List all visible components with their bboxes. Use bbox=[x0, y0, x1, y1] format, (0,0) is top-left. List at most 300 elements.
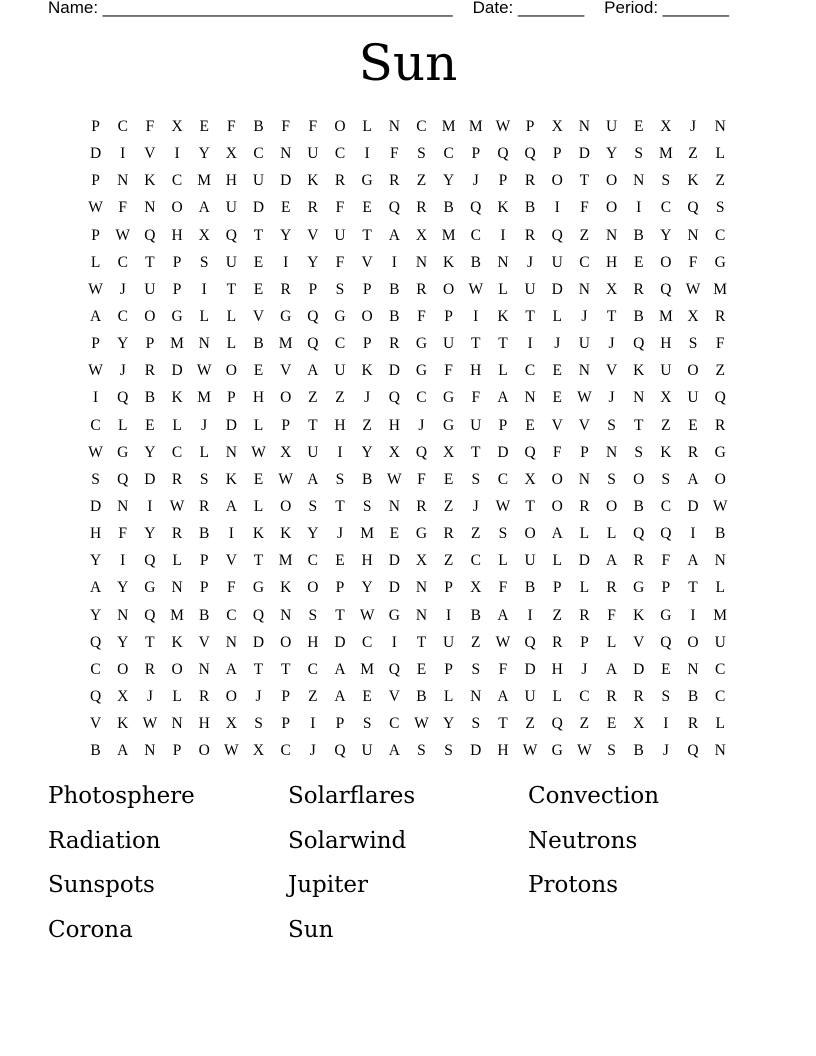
grid-letter[interactable]: P bbox=[172, 280, 182, 298]
grid-letter[interactable]: P bbox=[172, 253, 182, 271]
grid-letter[interactable]: B bbox=[199, 525, 210, 543]
grid-letter[interactable]: B bbox=[687, 688, 699, 706]
grid-letter[interactable]: M bbox=[197, 389, 212, 407]
grid-letter[interactable]: F bbox=[498, 660, 508, 678]
grid-letter[interactable]: O bbox=[660, 253, 672, 271]
grid-letter[interactable]: I bbox=[690, 606, 696, 624]
grid-letter[interactable]: G bbox=[660, 606, 672, 624]
grid-letter[interactable]: S bbox=[254, 715, 263, 733]
grid-letter[interactable]: S bbox=[362, 498, 372, 516]
grid-letter[interactable]: Q bbox=[415, 443, 428, 461]
grid-letter[interactable]: K bbox=[171, 633, 183, 651]
grid-letter[interactable]: Z bbox=[661, 416, 671, 434]
grid-letter[interactable]: P bbox=[91, 172, 100, 190]
grid-letter[interactable]: J bbox=[364, 389, 371, 407]
grid-letter[interactable]: B bbox=[443, 199, 454, 217]
grid-letter[interactable]: P bbox=[498, 416, 508, 434]
grid-letter[interactable]: Y bbox=[89, 606, 102, 624]
grid-letter[interactable]: M bbox=[278, 552, 293, 570]
grid-letter[interactable]: Q bbox=[551, 715, 563, 733]
grid-letter[interactable]: S bbox=[417, 145, 426, 163]
grid-letter[interactable]: Z bbox=[308, 688, 318, 706]
grid-letter[interactable]: L bbox=[606, 525, 617, 543]
grid-letter[interactable]: P bbox=[91, 335, 100, 353]
grid-letter[interactable]: A bbox=[497, 389, 509, 407]
grid-letter[interactable]: I bbox=[310, 715, 316, 733]
grid-letter[interactable]: V bbox=[252, 308, 265, 326]
grid-letter[interactable]: I bbox=[364, 145, 370, 163]
grid-letter[interactable]: O bbox=[687, 633, 699, 651]
grid-letter[interactable]: C bbox=[361, 633, 373, 651]
grid-letter[interactable]: L bbox=[253, 498, 264, 516]
grid-letter[interactable]: O bbox=[714, 470, 726, 488]
grid-letter[interactable]: G bbox=[334, 308, 346, 326]
grid-letter[interactable]: E bbox=[633, 118, 644, 136]
grid-letter[interactable]: Y bbox=[660, 226, 672, 244]
grid-letter[interactable]: C bbox=[579, 253, 590, 271]
grid-letter[interactable]: N bbox=[280, 606, 292, 624]
grid-letter[interactable]: C bbox=[117, 118, 128, 136]
grid-letter[interactable]: Q bbox=[89, 633, 102, 651]
grid-letter[interactable]: F bbox=[145, 118, 155, 136]
grid-letter[interactable]: L bbox=[579, 525, 590, 543]
grid-letter[interactable]: L bbox=[253, 416, 264, 434]
grid-letter[interactable]: A bbox=[605, 552, 618, 570]
grid-letter[interactable]: J bbox=[554, 335, 561, 353]
grid-letter[interactable]: E bbox=[552, 362, 562, 380]
grid-letter[interactable]: C bbox=[171, 172, 183, 190]
grid-letter[interactable]: X bbox=[687, 308, 699, 326]
grid-letter[interactable]: W bbox=[251, 443, 266, 461]
grid-letter[interactable]: O bbox=[225, 688, 237, 706]
grid-letter[interactable]: J bbox=[119, 362, 126, 380]
grid-letter[interactable]: M bbox=[658, 145, 673, 163]
grid-letter[interactable]: R bbox=[606, 579, 617, 597]
grid-letter[interactable]: R bbox=[334, 172, 346, 190]
grid-letter[interactable]: X bbox=[388, 443, 400, 461]
grid-letter[interactable]: D bbox=[280, 172, 292, 190]
grid-letter[interactable]: W bbox=[386, 470, 402, 488]
grid-letter[interactable]: B bbox=[199, 606, 210, 624]
grid-letter[interactable]: I bbox=[391, 253, 397, 271]
grid-letter[interactable]: E bbox=[525, 416, 535, 434]
grid-letter[interactable]: R bbox=[171, 470, 183, 488]
grid-letter[interactable]: E bbox=[606, 715, 617, 733]
grid-letter[interactable]: R bbox=[171, 525, 183, 543]
grid-letter[interactable]: M bbox=[441, 226, 456, 244]
grid-letter[interactable]: P bbox=[362, 335, 372, 353]
grid-letter[interactable]: I bbox=[201, 280, 207, 298]
grid-letter[interactable]: E bbox=[253, 470, 264, 488]
grid-letter[interactable]: N bbox=[578, 280, 590, 298]
grid-letter[interactable]: G bbox=[361, 172, 373, 190]
grid-letter[interactable]: Q bbox=[470, 199, 482, 217]
grid-letter[interactable]: K bbox=[225, 470, 237, 488]
grid-letter[interactable]: A bbox=[551, 525, 563, 543]
grid-letter[interactable]: U bbox=[551, 253, 563, 271]
grid-letter[interactable]: N bbox=[687, 226, 699, 244]
grid-letter[interactable]: B bbox=[253, 335, 264, 353]
grid-letter[interactable]: I bbox=[446, 606, 452, 624]
grid-letter[interactable]: W bbox=[224, 742, 239, 760]
grid-letter[interactable]: E bbox=[362, 199, 372, 217]
grid-letter[interactable]: X bbox=[660, 389, 672, 407]
grid-letter[interactable]: E bbox=[280, 199, 291, 217]
grid-letter[interactable]: K bbox=[497, 308, 509, 326]
grid-letter[interactable]: J bbox=[418, 416, 425, 434]
grid-letter[interactable]: T bbox=[525, 308, 535, 326]
grid-letter[interactable]: Q bbox=[660, 280, 672, 298]
grid-letter[interactable]: E bbox=[335, 552, 345, 570]
grid-letter[interactable]: Y bbox=[280, 226, 292, 244]
grid-letter[interactable]: C bbox=[660, 498, 672, 516]
grid-letter[interactable]: C bbox=[171, 443, 183, 461]
grid-letter[interactable]: T bbox=[498, 335, 508, 353]
grid-letter[interactable]: L bbox=[90, 253, 101, 271]
grid-letter[interactable]: B bbox=[253, 118, 264, 136]
grid-letter[interactable]: X bbox=[415, 552, 428, 570]
grid-letter[interactable]: L bbox=[172, 688, 182, 706]
grid-letter[interactable]: W bbox=[278, 470, 293, 488]
grid-letter[interactable]: A bbox=[388, 742, 400, 760]
grid-letter[interactable]: K bbox=[280, 525, 292, 543]
grid-letter[interactable]: D bbox=[633, 660, 645, 678]
grid-letter[interactable]: Y bbox=[443, 715, 455, 733]
grid-letter[interactable]: V bbox=[307, 226, 319, 244]
grid-letter[interactable]: I bbox=[120, 145, 126, 163]
grid-letter[interactable]: G bbox=[714, 443, 726, 461]
grid-letter[interactable]: Y bbox=[89, 552, 102, 570]
grid-letter[interactable]: U bbox=[225, 253, 237, 271]
grid-letter[interactable]: G bbox=[443, 416, 455, 434]
grid-letter[interactable]: G bbox=[252, 579, 265, 597]
grid-letter[interactable]: L bbox=[199, 308, 209, 326]
grid-letter[interactable]: J bbox=[472, 172, 479, 190]
grid-letter[interactable]: O bbox=[524, 525, 536, 543]
grid-letter[interactable]: K bbox=[443, 253, 455, 271]
grid-letter[interactable]: F bbox=[607, 606, 616, 624]
grid-letter[interactable]: A bbox=[334, 660, 346, 678]
grid-letter[interactable]: O bbox=[117, 660, 129, 678]
grid-letter[interactable]: O bbox=[280, 498, 292, 516]
grid-letter[interactable]: O bbox=[687, 362, 699, 380]
grid-letter[interactable]: D bbox=[524, 660, 536, 678]
grid-letter[interactable]: U bbox=[524, 280, 536, 298]
grid-letter[interactable]: E bbox=[552, 389, 562, 407]
grid-letter[interactable]: T bbox=[145, 633, 155, 651]
grid-letter[interactable]: P bbox=[335, 579, 345, 597]
grid-letter[interactable]: Y bbox=[361, 579, 373, 597]
grid-letter[interactable]: N bbox=[225, 633, 237, 651]
grid-letter[interactable]: O bbox=[361, 308, 373, 326]
grid-letter[interactable]: F bbox=[444, 362, 453, 380]
grid-letter[interactable]: R bbox=[633, 552, 644, 570]
grid-letter[interactable]: T bbox=[579, 172, 590, 190]
grid-letter[interactable]: W bbox=[468, 280, 484, 298]
grid-letter[interactable]: V bbox=[144, 145, 156, 163]
grid-letter[interactable]: O bbox=[144, 308, 156, 326]
grid-letter[interactable]: N bbox=[605, 443, 618, 461]
grid-letter[interactable]: I bbox=[527, 335, 533, 353]
grid-letter[interactable]: T bbox=[145, 253, 155, 271]
grid-letter[interactable]: E bbox=[362, 688, 372, 706]
grid-letter[interactable]: D bbox=[89, 145, 102, 163]
grid-letter[interactable]: V bbox=[198, 633, 210, 651]
grid-letter[interactable]: K bbox=[144, 172, 156, 190]
grid-letter[interactable]: Q bbox=[687, 742, 699, 760]
grid-letter[interactable]: Q bbox=[117, 470, 129, 488]
grid-letter[interactable]: Q bbox=[714, 389, 726, 407]
grid-letter[interactable]: P bbox=[444, 660, 453, 678]
grid-letter[interactable]: E bbox=[145, 416, 155, 434]
date-field[interactable]: Date: _______ bbox=[472, 0, 585, 17]
grid-letter[interactable]: C bbox=[334, 145, 346, 163]
grid-letter[interactable]: K bbox=[280, 579, 292, 597]
grid-letter[interactable]: T bbox=[362, 226, 372, 244]
grid-letter[interactable]: A bbox=[225, 660, 237, 678]
grid-letter[interactable]: E bbox=[443, 470, 454, 488]
grid-letter[interactable]: R bbox=[389, 172, 400, 190]
grid-letter[interactable]: D bbox=[225, 416, 237, 434]
grid-letter[interactable]: N bbox=[633, 172, 645, 190]
grid-letter[interactable]: M bbox=[468, 118, 483, 136]
grid-letter[interactable]: L bbox=[715, 579, 725, 597]
grid-letter[interactable]: Y bbox=[307, 253, 319, 271]
grid-letter[interactable]: P bbox=[580, 443, 589, 461]
grid-letter[interactable]: K bbox=[687, 172, 699, 190]
grid-letter[interactable]: W bbox=[169, 498, 185, 516]
grid-letter[interactable]: B bbox=[715, 525, 726, 543]
grid-letter[interactable]: U bbox=[443, 335, 455, 353]
grid-letter[interactable]: N bbox=[415, 579, 428, 597]
grid-letter[interactable]: J bbox=[689, 118, 697, 136]
grid-letter[interactable]: W bbox=[577, 389, 592, 407]
grid-letter[interactable]: O bbox=[605, 199, 618, 217]
grid-letter[interactable]: S bbox=[634, 145, 644, 163]
grid-letter[interactable]: M bbox=[360, 660, 375, 678]
grid-letter[interactable]: C bbox=[470, 552, 481, 570]
grid-letter[interactable]: F bbox=[498, 579, 508, 597]
grid-letter[interactable]: B bbox=[524, 199, 536, 217]
name-field[interactable]: Name: _____________________________________ bbox=[48, 0, 453, 17]
grid-letter[interactable]: K bbox=[497, 199, 509, 217]
grid-letter[interactable]: E bbox=[661, 660, 671, 678]
grid-letter[interactable]: U bbox=[252, 172, 265, 190]
grid-letter[interactable]: J bbox=[581, 308, 588, 326]
grid-letter[interactable]: F bbox=[118, 199, 128, 217]
grid-letter[interactable]: L bbox=[498, 552, 508, 570]
grid-letter[interactable]: H bbox=[551, 660, 563, 678]
grid-letter[interactable]: D bbox=[252, 199, 265, 217]
grid-letter[interactable]: S bbox=[688, 335, 698, 353]
grid-letter[interactable]: H bbox=[361, 552, 373, 570]
grid-letter[interactable]: Y bbox=[443, 172, 455, 190]
grid-letter[interactable]: R bbox=[524, 172, 536, 190]
grid-letter[interactable]: A bbox=[307, 362, 319, 380]
grid-letter[interactable]: Q bbox=[633, 335, 645, 353]
grid-letter[interactable]: W bbox=[495, 498, 511, 516]
grid-letter[interactable]: X bbox=[225, 715, 237, 733]
grid-letter[interactable]: S bbox=[362, 715, 372, 733]
grid-letter[interactable]: I bbox=[228, 525, 234, 543]
grid-letter[interactable]: C bbox=[416, 389, 427, 407]
grid-letter[interactable]: S bbox=[444, 742, 453, 760]
grid-letter[interactable]: Q bbox=[388, 660, 400, 678]
grid-letter[interactable]: T bbox=[688, 579, 698, 597]
grid-letter[interactable]: F bbox=[227, 118, 236, 136]
grid-letter[interactable]: G bbox=[171, 308, 183, 326]
grid-letter[interactable]: P bbox=[471, 145, 481, 163]
grid-letter[interactable]: O bbox=[605, 498, 618, 516]
grid-letter[interactable]: W bbox=[88, 443, 103, 461]
grid-letter[interactable]: K bbox=[660, 443, 672, 461]
grid-letter[interactable]: H bbox=[470, 362, 482, 380]
grid-letter[interactable]: H bbox=[89, 525, 102, 543]
grid-letter[interactable]: Z bbox=[688, 145, 698, 163]
grid-letter[interactable]: R bbox=[524, 226, 536, 244]
grid-letter[interactable]: T bbox=[416, 633, 427, 651]
grid-letter[interactable]: N bbox=[117, 498, 129, 516]
grid-letter[interactable]: G bbox=[443, 389, 455, 407]
grid-letter[interactable]: P bbox=[362, 280, 372, 298]
grid-letter[interactable]: O bbox=[443, 280, 455, 298]
grid-letter[interactable]: C bbox=[389, 715, 400, 733]
grid-letter[interactable]: F bbox=[335, 199, 345, 217]
grid-letter[interactable]: S bbox=[471, 470, 481, 488]
grid-letter[interactable]: R bbox=[144, 362, 156, 380]
grid-letter[interactable]: P bbox=[281, 416, 290, 434]
grid-letter[interactable]: O bbox=[171, 199, 183, 217]
grid-letter[interactable]: Y bbox=[117, 633, 129, 651]
grid-letter[interactable]: D bbox=[388, 552, 400, 570]
grid-letter[interactable]: S bbox=[199, 470, 209, 488]
grid-letter[interactable]: O bbox=[633, 470, 645, 488]
grid-letter[interactable]: R bbox=[633, 280, 644, 298]
grid-letter[interactable]: J bbox=[255, 688, 262, 706]
grid-letter[interactable]: F bbox=[417, 470, 426, 488]
grid-letter[interactable]: C bbox=[334, 335, 346, 353]
grid-letter[interactable]: R bbox=[606, 688, 617, 706]
grid-letter[interactable]: W bbox=[414, 715, 429, 733]
grid-letter[interactable]: C bbox=[497, 470, 509, 488]
grid-letter[interactable]: Q bbox=[388, 389, 400, 407]
grid-letter[interactable]: T bbox=[335, 606, 345, 624]
grid-letter[interactable]: E bbox=[688, 416, 698, 434]
grid-letter[interactable]: N bbox=[633, 389, 645, 407]
grid-letter[interactable]: I bbox=[174, 145, 180, 163]
grid-letter[interactable]: F bbox=[580, 199, 589, 217]
grid-letter[interactable]: P bbox=[172, 742, 182, 760]
grid-letter[interactable]: V bbox=[578, 416, 590, 434]
grid-letter[interactable]: N bbox=[578, 470, 590, 488]
grid-letter[interactable]: H bbox=[252, 389, 265, 407]
grid-letter[interactable]: Q bbox=[388, 199, 400, 217]
grid-letter[interactable]: A bbox=[334, 688, 346, 706]
grid-letter[interactable]: U bbox=[524, 552, 536, 570]
grid-letter[interactable]: T bbox=[498, 715, 508, 733]
grid-letter[interactable]: D bbox=[687, 498, 699, 516]
grid-letter[interactable]: N bbox=[524, 389, 536, 407]
grid-letter[interactable]: W bbox=[359, 606, 375, 624]
grid-letter[interactable]: M bbox=[360, 525, 375, 543]
grid-letter[interactable]: C bbox=[226, 606, 237, 624]
grid-letter[interactable]: E bbox=[416, 660, 427, 678]
grid-letter[interactable]: O bbox=[551, 470, 563, 488]
grid-letter[interactable]: J bbox=[309, 742, 316, 760]
grid-letter[interactable]: T bbox=[308, 416, 318, 434]
grid-letter[interactable]: Z bbox=[471, 525, 481, 543]
grid-letter[interactable]: H bbox=[225, 172, 237, 190]
grid-letter[interactable]: O bbox=[280, 389, 292, 407]
grid-letter[interactable]: N bbox=[497, 253, 509, 271]
grid-letter[interactable]: C bbox=[524, 362, 536, 380]
grid-letter[interactable]: G bbox=[415, 362, 428, 380]
grid-letter[interactable]: I bbox=[636, 199, 642, 217]
grid-letter[interactable]: M bbox=[713, 606, 728, 624]
grid-letter[interactable]: T bbox=[253, 226, 264, 244]
grid-letter[interactable]: X bbox=[171, 118, 183, 136]
grid-letter[interactable]: X bbox=[198, 226, 210, 244]
grid-letter[interactable]: W bbox=[196, 362, 212, 380]
grid-letter[interactable]: S bbox=[607, 742, 616, 760]
grid-letter[interactable]: C bbox=[117, 308, 128, 326]
grid-letter[interactable]: M bbox=[170, 606, 184, 624]
grid-letter[interactable]: K bbox=[633, 362, 645, 380]
grid-letter[interactable]: N bbox=[171, 715, 183, 733]
grid-letter[interactable]: X bbox=[551, 118, 563, 136]
grid-letter[interactable]: Q bbox=[89, 688, 102, 706]
grid-letter[interactable]: E bbox=[253, 253, 264, 271]
grid-letter[interactable]: L bbox=[226, 335, 237, 353]
grid-letter[interactable]: L bbox=[199, 443, 209, 461]
grid-letter[interactable]: T bbox=[606, 308, 617, 326]
grid-letter[interactable]: M bbox=[197, 172, 212, 190]
grid-letter[interactable]: Q bbox=[307, 308, 319, 326]
grid-letter[interactable]: S bbox=[715, 199, 725, 217]
grid-letter[interactable]: R bbox=[389, 335, 400, 353]
grid-letter[interactable]: F bbox=[661, 552, 671, 570]
grid-letter[interactable]: T bbox=[280, 660, 291, 678]
grid-letter[interactable]: Z bbox=[552, 606, 562, 624]
grid-letter[interactable]: C bbox=[307, 552, 318, 570]
grid-letter[interactable]: S bbox=[661, 470, 671, 488]
grid-letter[interactable]: Z bbox=[579, 715, 590, 733]
grid-letter[interactable]: N bbox=[714, 552, 726, 570]
grid-letter[interactable]: M bbox=[713, 280, 728, 298]
grid-letter[interactable]: S bbox=[335, 280, 345, 298]
grid-letter[interactable]: Q bbox=[633, 525, 645, 543]
grid-letter[interactable]: N bbox=[578, 118, 590, 136]
grid-letter[interactable]: F bbox=[118, 525, 128, 543]
grid-letter[interactable]: A bbox=[687, 470, 699, 488]
grid-letter[interactable]: Q bbox=[117, 389, 129, 407]
grid-letter[interactable]: S bbox=[607, 416, 616, 434]
grid-letter[interactable]: P bbox=[552, 579, 562, 597]
grid-letter[interactable]: D bbox=[497, 443, 509, 461]
grid-letter[interactable]: X bbox=[443, 443, 455, 461]
grid-letter[interactable]: C bbox=[470, 226, 481, 244]
grid-letter[interactable]: Q bbox=[144, 552, 156, 570]
grid-letter[interactable]: A bbox=[89, 579, 102, 597]
grid-letter[interactable]: R bbox=[633, 688, 644, 706]
grid-letter[interactable]: F bbox=[308, 118, 318, 136]
grid-letter[interactable]: C bbox=[660, 199, 672, 217]
grid-letter[interactable]: Y bbox=[361, 443, 373, 461]
grid-letter[interactable]: W bbox=[712, 498, 728, 516]
grid-letter[interactable]: J bbox=[608, 335, 615, 353]
grid-letter[interactable]: O bbox=[551, 172, 563, 190]
grid-letter[interactable]: L bbox=[443, 688, 454, 706]
